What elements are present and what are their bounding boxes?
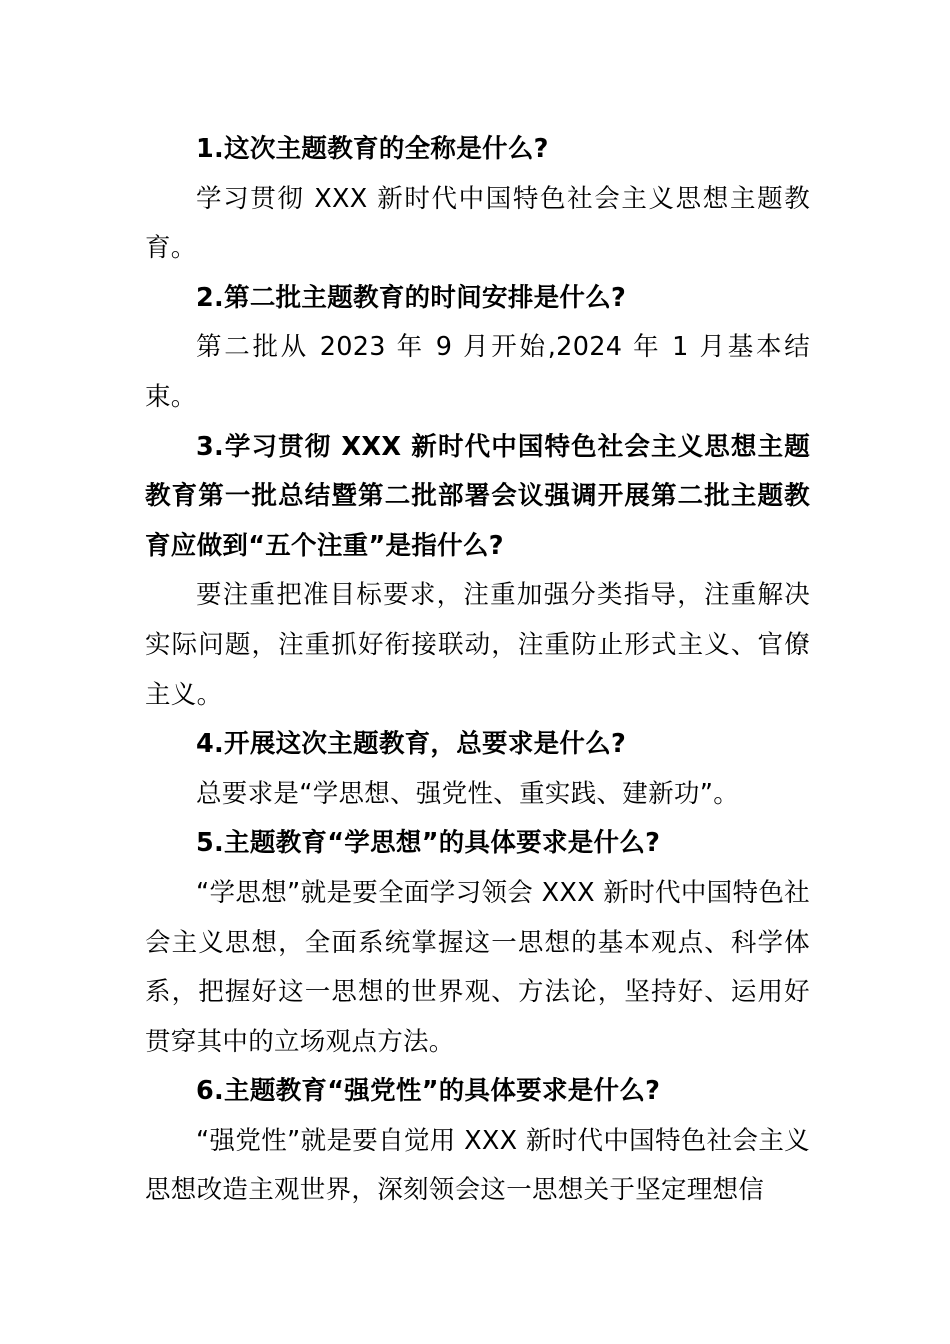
- question-2: 2.第二批主题教育的时间安排是什么?: [196, 282, 627, 313]
- answer-2: 第二批从 2023 年 9 月开始,2024 年 1 月基本结束。: [145, 332, 810, 412]
- answer-3: 要注重把准目标要求，注重加强分类指导，注重解决实际问题，注重抓好衔接联动，注重防止形式主义、官僚主义。: [145, 580, 810, 710]
- question-3: 3.学习贯彻 XXX 新时代中国特色社会主义思想主题教育第一批总结暨第二批部署会议强调开展第二批主题教育应做到“五个注重”是指什么?: [145, 431, 810, 561]
- question-4: 4.开展这次主题教育，总要求是什么?: [196, 729, 627, 760]
- question-6: 6.主题教育“强党性”的具体要求是什么?: [196, 1076, 661, 1107]
- question-5: 5.主题教育“学思想”的具体要求是什么?: [196, 828, 661, 859]
- question-1: 1.这次主题教育的全称是什么?: [196, 134, 549, 164]
- answer-1: 学习贯彻 XXX 新时代中国特色社会主义思想主题教育。: [145, 183, 810, 264]
- document-page: [145, 125, 810, 1216]
- answer-4: 总要求是“学思想、强党性、重实践、建新功”。: [196, 778, 740, 809]
- answer-6: “强党性”就是要自觉用 XXX 新时代中国特色社会主义思想改造主观世界，深刻领会这一思想关于坚定理想信: [145, 1125, 810, 1206]
- answer-5: “学思想”就是要全面学习领会 XXX 新时代中国特色社会主义思想，全面系统掌握这一思想的基本观点、科学体系，把握好这一思想的世界观、方法论，坚持好、运用好贯穿其中的立场观点方法。: [145, 877, 810, 1057]
